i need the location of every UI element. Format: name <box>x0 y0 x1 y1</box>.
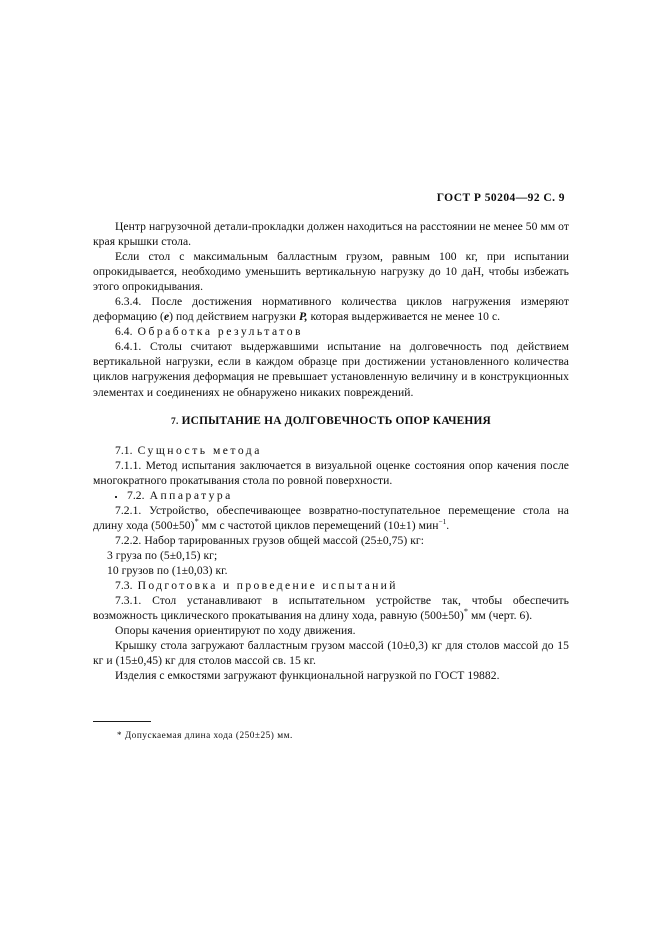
paragraph-6-3-4 <box>93 294 569 324</box>
unit-exponent-minus-one: −1 <box>438 517 447 526</box>
footnote-separator-rule <box>93 721 151 722</box>
paragraph-rolling-supports: Опоры качения ориентируют по ходу движения. <box>115 624 356 638</box>
clause-7-2-1-text-c: . <box>446 518 450 532</box>
subheading-7-2-title: Аппаратура <box>149 488 233 502</box>
clause-6-3-4-text-a: 6.3.4. После достижения нормативного количества циклов нагружения измеряют деформацию ( <box>93 295 569 324</box>
clause-6-3-4-text-b: ) под действием нагрузки <box>169 310 300 324</box>
subheading-7-1-title: Сущность метода <box>137 443 262 457</box>
paragraph-6-4-1: 6.4.1. Столы считают выдержавшими испытание на долговечность под действием вертикальной нагрузки, если в каждом образце при достижении установленного количества циклов нагружения деформация не превышает установленную величину и в конструкционных элементах и соединениях не обнаружено никаких повреждений. <box>93 340 569 399</box>
paragraph-7-3-1 <box>93 593 569 623</box>
subheading-6-4 <box>93 324 569 339</box>
subheading-7-2 <box>93 488 569 503</box>
paragraph-tabletop-ballast: Крышку стола загружают балластным грузом массой (10±0,3) кг для столов массой до 15 кг и (15±0,45) кг для столов массой св. 15 кг. <box>93 639 569 668</box>
footnote-marker: * <box>117 730 122 740</box>
subheading-6-4-title: Обработка результатов <box>137 325 303 339</box>
section-title-7-text: ИСПЫТАНИЕ НА ДОЛГОВЕЧНОСТЬ ОПОР КАЧЕНИЯ <box>181 414 491 427</box>
page-header: ГОСТ Р 50204—92 С. 9 <box>436 192 565 204</box>
section-title-7-number: 7. <box>171 416 179 427</box>
clause-7-2-1-text-a: 7.2.1. Устройство, обеспечивающее возвратно-поступательное перемещение стола на длину хода (500±50) <box>93 503 569 532</box>
clause-6-3-4-text-c: которая выдерживается не менее 10 с. <box>307 310 501 324</box>
footnote-stroke-length <box>93 729 423 742</box>
body-text-column <box>93 219 569 683</box>
clause-7-3-1-text-a: 7.3.1. Стол устанавливают в испытательном устройстве так, чтобы обеспечить возможность циклического прокатывания на длину хода, равную (500±50) <box>93 594 569 623</box>
subheading-7-3 <box>93 578 569 593</box>
subheading-6-4-number: 6.4. <box>115 325 133 339</box>
clause-7-2-1-text-b: мм с частотой циклов перемещений (10±1) мин <box>198 518 439 532</box>
variable-e: e <box>163 310 170 324</box>
spacer-before-section-7 <box>93 400 569 414</box>
paragraph-7-2-1 <box>93 503 569 533</box>
paragraph-ballast-overturn: Если стол с максимальным балластным грузом, равным 100 кг, при испытании опрокидывается, необходимо уменьшить вертикальную нагрузку до 10 даН, чтобы избежать этого опрокидывания. <box>93 250 569 294</box>
paragraph-7-1-1: 7.1.1. Метод испытания заключается в визуальной оценке состояния опор качения после многократного прокатывания стола по ровной поверхности. <box>93 458 569 487</box>
subheading-7-3-title: Подготовка и проведение испытаний <box>137 579 398 593</box>
footnote-marker-stroke-length-1[interactable]: * <box>194 516 199 526</box>
footnote-marker-stroke-length-2[interactable]: * <box>463 607 469 617</box>
section-title-7 <box>93 414 569 430</box>
subheading-7-2-number: 7.2. <box>127 488 145 502</box>
paragraph-center-load-part: Центр нагрузочной детали-прокладки должен находиться на расстоянии не менее 50 мм от края крышки стола. <box>93 220 569 249</box>
paragraph-7-2-2: 7.2.2. Набор тарированных грузов общей массой (25±0,75) кг: <box>115 533 424 547</box>
list-line-weights-1kg: 10 грузов по (1±0,03) кг. <box>107 563 228 577</box>
footnote-text: Допускаемая длина хода (250±25) мм. <box>124 731 293 741</box>
ink-speck-icon <box>115 496 117 498</box>
spacer-after-section-7 <box>93 430 569 443</box>
paragraph-containers-load: Изделия с емкостями загружают функциональной нагрузкой по ГОСТ 19882. <box>115 669 500 683</box>
clause-7-3-1-text-b: мм (черт. 6). <box>468 609 533 623</box>
variable-p: P, <box>299 310 308 324</box>
list-line-weights-5kg: 3 груза по (5±0,15) кг; <box>107 548 218 562</box>
subheading-7-3-number: 7.3. <box>115 579 133 593</box>
subheading-7-1-number: 7.1. <box>115 443 133 457</box>
subheading-7-1 <box>93 443 569 458</box>
